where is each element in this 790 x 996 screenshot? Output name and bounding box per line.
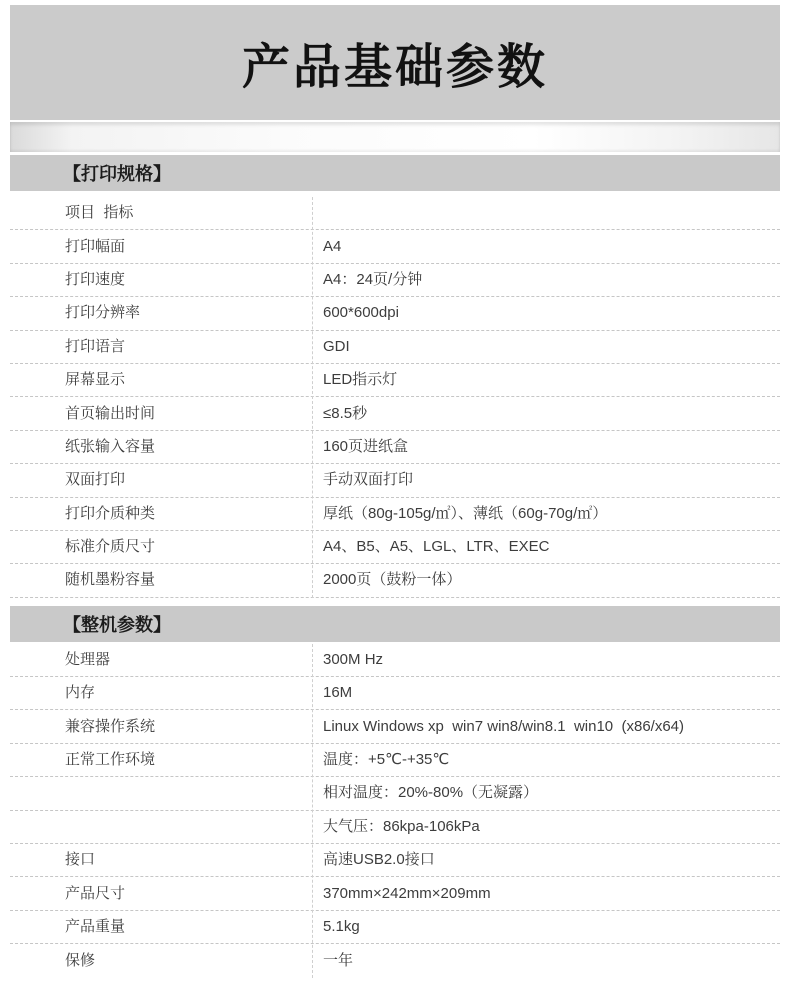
spec-row: [10, 911, 780, 944]
section-header-print-specs: [10, 155, 780, 191]
spec-row: [10, 744, 780, 777]
spec-value: 160页进纸盒: [323, 437, 409, 455]
spec-row: [10, 197, 780, 230]
spec-value: LED指示灯: [323, 371, 398, 389]
spec-row: [10, 644, 780, 677]
spec-value: ≤8.5秒: [323, 404, 368, 422]
spec-value: 相对温度：20%-80%（无凝露）: [323, 784, 539, 802]
spec-value: 厚纸（80g-105g/㎡）、薄纸（60g-70g/㎡）: [323, 504, 608, 522]
spec-row: [10, 230, 780, 263]
spec-label: 兼容操作系统: [65, 717, 156, 735]
spec-label: 接口: [65, 851, 96, 869]
spec-value: 16M: [323, 684, 353, 702]
spec-value: A4: [323, 237, 342, 255]
spec-value: 300M Hz: [323, 650, 384, 668]
page-title-banner: [10, 5, 780, 120]
spec-value: 手动双面打印: [323, 471, 414, 489]
spec-label: 屏幕显示: [65, 371, 126, 389]
spec-label: 项目 指标: [65, 204, 134, 222]
spec-row: [10, 677, 780, 710]
spec-row: [10, 564, 780, 597]
spec-label: 首页输出时间: [65, 404, 156, 422]
spec-label: 双面打印: [65, 471, 126, 489]
spec-row: [10, 531, 780, 564]
spec-row: [10, 777, 780, 810]
spec-label: 产品重量: [65, 918, 126, 935]
spec-value: 2000页（鼓粉一体）: [323, 571, 462, 589]
section-header-machine-params: [10, 606, 780, 642]
spec-value: A4：24页/分钟: [323, 270, 423, 288]
page-title: 产品基础参数: [241, 41, 548, 94]
spec-row: [10, 811, 780, 844]
spec-value: 370mm×242mm×209mm: [323, 884, 491, 902]
spec-row: [10, 710, 780, 743]
spec-label: 打印速度: [65, 270, 126, 288]
spec-value: A4、B5、A5、LGL、LTR、EXEC: [323, 538, 550, 556]
section-title: 【整机参数】: [63, 614, 171, 635]
spec-label: 打印介质种类: [65, 504, 156, 522]
spec-value: 高速USB2.0接口: [323, 851, 435, 869]
spec-row: [10, 331, 780, 364]
spec-value: 5.1kg: [323, 918, 360, 935]
spec-label: 处理器: [65, 650, 111, 668]
spec-table-print-specs: [10, 197, 780, 598]
spec-value: 大气压：86kpa-106kPa: [323, 817, 480, 835]
spec-value: 600*600dpi: [323, 304, 399, 322]
spec-value: GDI: [323, 337, 350, 355]
spec-row: [10, 397, 780, 430]
spec-row: [10, 297, 780, 330]
spec-label: 打印语言: [65, 337, 126, 355]
spec-label: 打印幅面: [65, 237, 126, 255]
gloss-divider-strip: [10, 122, 780, 152]
spec-label: 保修: [65, 951, 96, 969]
spec-row: [10, 364, 780, 397]
spec-row: [10, 431, 780, 464]
spec-row: [10, 844, 780, 877]
spec-table-machine-params: [10, 644, 780, 978]
spec-value: 温度：+5℃-+35℃: [323, 751, 450, 769]
spec-value: Linux Windows xp win7 win8/win8.1 win10 (x86/x64): [323, 717, 685, 735]
spec-row: [10, 464, 780, 497]
spec-value: 一年: [323, 951, 354, 969]
section-title: 【打印规格】: [63, 164, 171, 184]
spec-label: 产品尺寸: [65, 884, 126, 902]
spec-label: 内存: [65, 684, 96, 702]
spec-row: [10, 498, 780, 531]
spec-label: 正常工作环境: [65, 751, 156, 769]
spec-label: 打印分辨率: [65, 304, 141, 322]
spec-label: 纸张输入容量: [65, 437, 156, 455]
spec-row: [10, 264, 780, 297]
spec-row: [10, 944, 780, 977]
spec-row: [10, 877, 780, 910]
spec-label: 随机墨粉容量: [65, 571, 156, 589]
spec-label: 标准介质尺寸: [65, 538, 156, 556]
